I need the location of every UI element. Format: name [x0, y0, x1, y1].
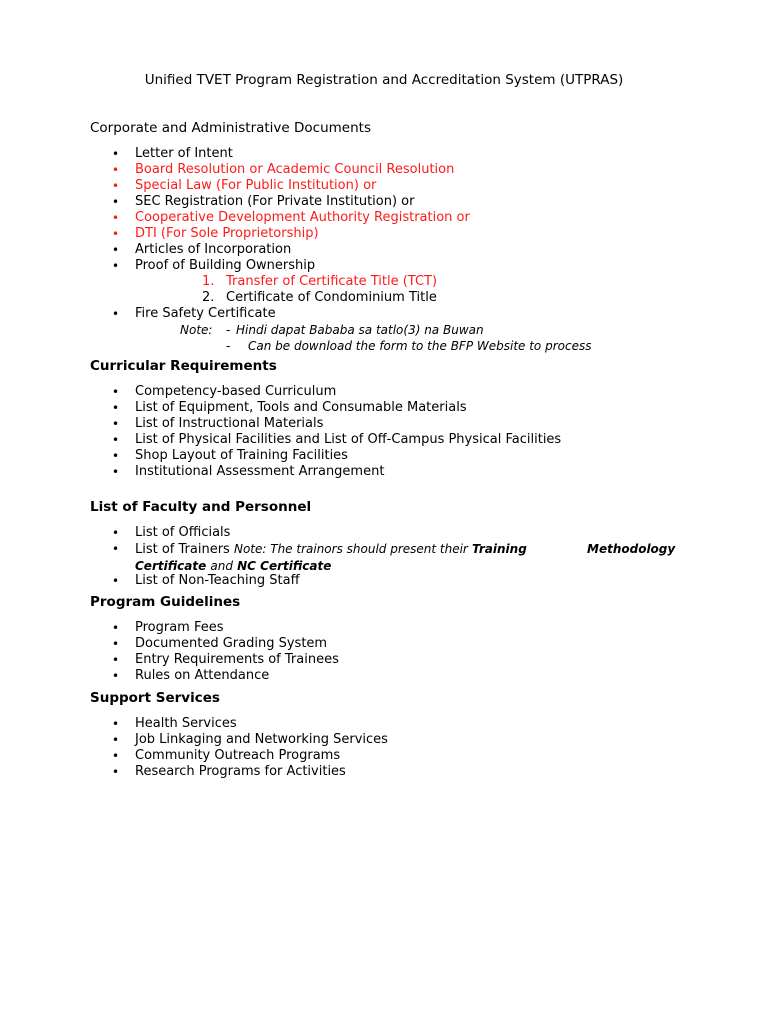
section-curricular — [90, 358, 730, 480]
fire-safety-note-1 — [90, 322, 730, 338]
trainers-note-bold: Methodology — [587, 542, 676, 556]
sub-list-item — [90, 274, 730, 290]
trainers-note-text: and — [210, 559, 233, 573]
list-item: • Competency-based Curriculum — [90, 384, 730, 400]
section-heading-faculty: List of Faculty and Personnel — [90, 499, 312, 515]
guidelines-list — [90, 620, 730, 684]
section-support — [90, 690, 730, 780]
sub-item-text: Transfer of Certificate Title (TCT) — [226, 274, 438, 289]
section-heading-curricular: Curricular Requirements — [90, 358, 277, 374]
fire-safety-note-2 — [90, 338, 730, 354]
sub-item-number: 2. — [202, 290, 215, 305]
list-item: • Documented Grading System — [90, 636, 730, 652]
list-item: • List of Officials — [90, 525, 730, 541]
list-item: • Articles of Incorporation — [90, 242, 730, 258]
note-dash: - — [226, 323, 231, 337]
note-label: Note: — [180, 323, 213, 337]
document-title: Unified TVET Program Registration and Accreditation System (UTPRAS) — [144, 72, 624, 88]
section-heading-guidelines: Program Guidelines — [90, 594, 241, 610]
list-item: • Job Linkaging and Networking Services — [90, 732, 730, 748]
list-item: • Rules on Attendance — [90, 668, 730, 684]
list-item: • Shop Layout of Training Facilities — [90, 448, 730, 464]
support-list — [90, 716, 730, 780]
list-item: • Research Programs for Activities — [90, 764, 730, 780]
list-item: • Special Law (For Public Institution) or — [90, 178, 730, 194]
list-item: • Community Outreach Programs — [90, 748, 730, 764]
sub-item-number: 1. — [202, 274, 215, 289]
list-item: • Program Fees — [90, 620, 730, 636]
list-item-trainers — [90, 541, 730, 573]
list-item: • DTI (For Sole Proprietorship) — [90, 226, 730, 242]
list-item: • List of Physical Facilities and List of Off-Campus Physical Facilities — [90, 432, 730, 448]
list-item: • SEC Registration (For Private Institution) or — [90, 194, 730, 210]
list-item: • Letter of Intent — [90, 146, 730, 162]
sub-list-item — [90, 290, 730, 306]
trainers-label: List of Trainers — [135, 542, 230, 557]
faculty-list — [90, 525, 730, 589]
note-text: Can be download the form to the BFP Website to process — [248, 339, 592, 353]
section-heading-corporate: Corporate and Administrative Documents — [90, 120, 371, 136]
list-item: • List of Equipment, Tools and Consumable Materials — [90, 400, 730, 416]
note-text: Hindi dapat Bababa sa tatlo(3) na Buwan — [236, 323, 484, 337]
section-heading-support: Support Services — [90, 690, 220, 706]
list-item: • Health Services — [90, 716, 730, 732]
list-item: • Entry Requirements of Trainees — [90, 652, 730, 668]
sub-item-text: Certificate of Condominium Title — [226, 290, 437, 305]
list-item: • Cooperative Development Authority Registration or — [90, 210, 730, 226]
corporate-list-continued — [90, 306, 730, 322]
section-faculty — [90, 499, 730, 589]
trainers-note-bold: NC Certificate — [237, 559, 332, 573]
note-dash: - — [226, 339, 231, 353]
list-item: • List of Instructional Materials — [90, 416, 730, 432]
corporate-list — [90, 146, 730, 274]
trainers-note-bold: Certificate — [135, 559, 207, 573]
list-item: • Institutional Assessment Arrangement — [90, 464, 730, 480]
trainers-note-bold: Training — [472, 542, 527, 556]
curricular-list — [90, 384, 730, 480]
section-corporate — [90, 120, 730, 354]
ownership-sublist — [90, 274, 730, 306]
list-item: • Proof of Building Ownership — [90, 258, 730, 274]
list-item: • Fire Safety Certificate — [90, 306, 730, 322]
list-item: • Board Resolution or Academic Council Resolution — [90, 162, 730, 178]
trainers-note: Note: The trainors should present their — [233, 542, 468, 556]
section-guidelines — [90, 594, 730, 684]
list-item: • List of Non-Teaching Staff — [90, 573, 730, 589]
